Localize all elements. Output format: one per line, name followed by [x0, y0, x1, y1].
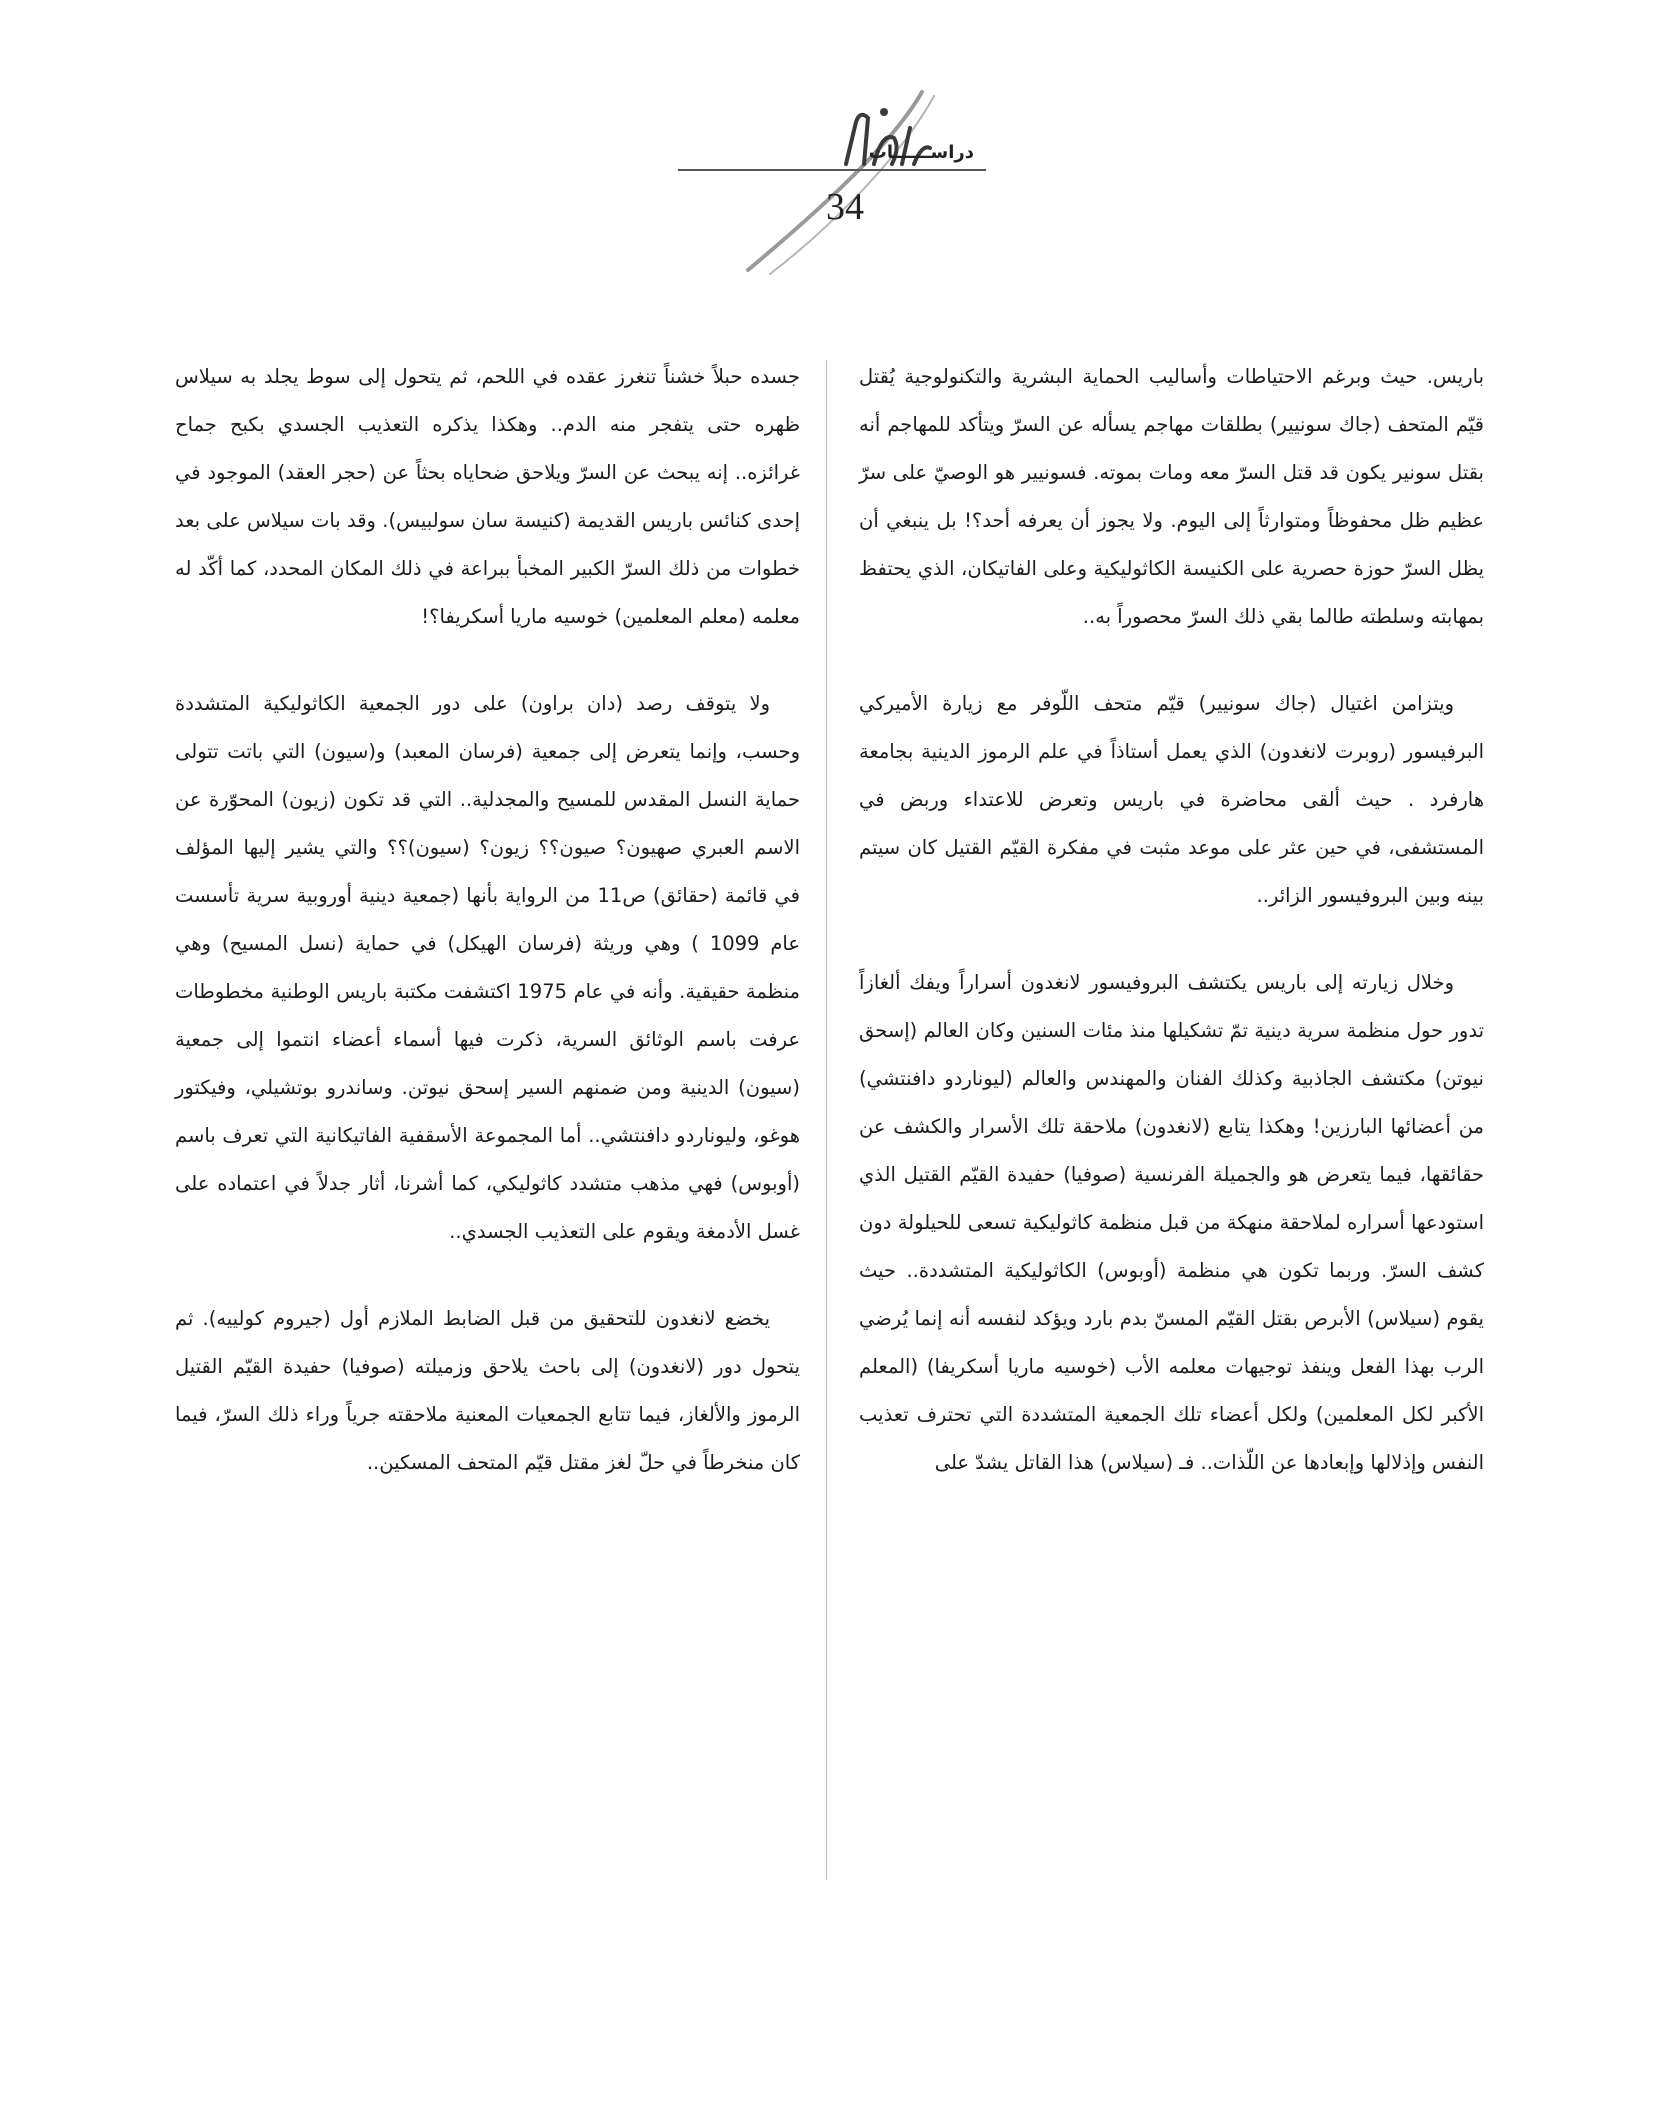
paragraph: يخضع لانغدون للتحقيق من قبل الضابط الملازم أول (جيروم كولييه). ثم يتحول دور (لانغدون) إلى باحث يلاحق وزميلته (صوفيا) حفيدة القيّم القتيل الرموز والألغاز، فيما تتابع الجمعيات المعنية ملاحقته جرياً وراء ذلك السرّ، فيما كان منخرطاً في حلّ لغز مقتل قيّم المتحف المسكين..: [175, 1307, 800, 1474]
section-label: دراســــــات: [868, 142, 974, 163]
paragraph: وخلال زيارته إلى باريس يكتشف البروفيسور لانغدون أسراراً ويفك ألغازاً تدور حول منظمة سرية دينية تمّ تشكيلها منذ مئات السنين وكان العالم (إسحق نيوتن) مكتشف الجاذبية وكذلك الفنان والمهندس والعالم (ليوناردو دافنتشي) من أعضائها البارزين! وهكذا يتابع (لانغدون) ملاحقة تلك الأسرار والكشف عن حقائقها، فيما يتعرض هو والجميلة الفرنسية (صوفيا) حفيدة القيّم القتيل الذي استودعها أسراره لملاحقة منهكة من قبل منظمة كاثوليكية تسعى للحيلولة دون كشف السرّ. وربما تكون هي منظمة (أوبوس) الكاثوليكية المتشددة.. حيث يقوم (سيلاس) الأبرص بقتل القيّم المسنّ بدم بارد ويؤكد لنفسه أنه إنما يُرضي الرب بهذا الفعل وينفذ توجيهات معلمه الأب (خوسيه ماريا أسكريفا) (المعلم الأكبر لكل المعلمين) ولكل أعضاء تلك الجمعية المتشددة التي تحترف تعذيب النفس وإذلالها وإبعادها عن اللّذات.. فـ (سيلاس) هذا القاتل يشدّ على: [859, 971, 1484, 1474]
page-number: 34: [826, 186, 864, 228]
journal-logo-icon: [660, 88, 1000, 278]
right-column: [859, 353, 1484, 1526]
paragraph: ويتزامن اغتيال (جاك سونيير) قيّم متحف اللّوفر مع زيارة الأميركي البرفيسور (روبرت لانغدون) الذي يعمل أستاذاً في علم الرموز الدينية بجامعة هارفرد . حيث ألقى محاضرة في باريس وتعرض للاعتداء وربض في المستشفى، في حين عثر على موعد مثبت في مفكرة القيّم القتيل كان سيتم بينه وبين البروفيسور الزائر..: [859, 692, 1484, 907]
left-column: [175, 353, 800, 1526]
column-divider: [826, 360, 827, 1880]
paragraph: باريس. حيث وبرغم الاحتياطات وأساليب الحماية البشرية والتكنولوجية يُقتل قيّم المتحف (جاك سونيير) بطلقات مهاجم يسأله عن السرّ ويتأكد للمهاجم أنه بقتل سونير يكون قد قتل السرّ معه ومات بموته. فسونيير هو الوصيّ على سرّ عظيم ظل محفوظاً ومتوارثاً إلى اليوم. ولا يجوز أن يعرفه أحد؟! بل ينبغي أن يظل السرّ حوزة حصرية على الكنيسة الكاثوليكية وعلى الفاتيكان، الذي يحتفظ بمهابته وسلطته طالما بقي ذلك السرّ محصوراً به..: [859, 365, 1484, 628]
paragraph: جسده حبلاً خشناً تنغرز عقده في اللحم، ثم يتحول إلى سوط يجلد به سيلاس ظهره حتى يتفجر منه الدم.. وهكذا يذكره التعذيب الجسدي بكبح جماح غرائزه.. إنه يبحث عن السرّ ويلاحق ضحاياه بحثاً عن (حجر العقد) الموجود في إحدى كنائس باريس القديمة (كنيسة سان سولبيس). وقد بات سيلاس على بعد خطوات من ذلك السرّ الكبير المخبأ ببراعة في ذلك المكان المحدد، كما أكّد له معلمه (معلم المعلمين) خوسيه ماريا أسكريفا؟!: [175, 365, 800, 628]
page-header: [660, 88, 1000, 278]
paragraph: ولا يتوقف رصد (دان براون) على دور الجمعية الكاثوليكية المتشددة وحسب، وإنما يتعرض إلى جمعية (فرسان المعبد) و(سيون) التي باتت تتولى حماية النسل المقدس للمسيح والمجدلية.. التي قد تكون (زيون) المحوّرة عن الاسم العبري صهيون؟ صيون؟؟ زيون؟ (سيون)؟؟ والتي يشير إليها المؤلف في قائمة (حقائق) ص11 من الرواية بأنها (جمعية دينية أوروبية سرية تأسست عام 1099 ) وهي وريثة (فرسان الهيكل) في حماية (نسل المسيح) وهي منظمة حقيقية. وأنه في عام 1975 اكتشفت مكتبة باريس الوطنية مخطوطات عرفت باسم الوثائق السرية، ذكرت فيها أسماء أعضاء انتموا إلى جمعية (سيون) الدينية ومن ضمنهم السير إسحق نيوتن. وساندرو بوتشيلي، وفيكتور هوغو، وليوناردو دافنتشي.. أما المجموعة الأسقفية الفاتيكانية التي تعرف باسم (أوبوس) فهي مذهب متشدد كاثوليكي، كما أشرنا، أثار جدلاً في اعتماده على غسل الأدمغة ويقوم على التعذيب الجسدي..: [175, 692, 801, 1243]
